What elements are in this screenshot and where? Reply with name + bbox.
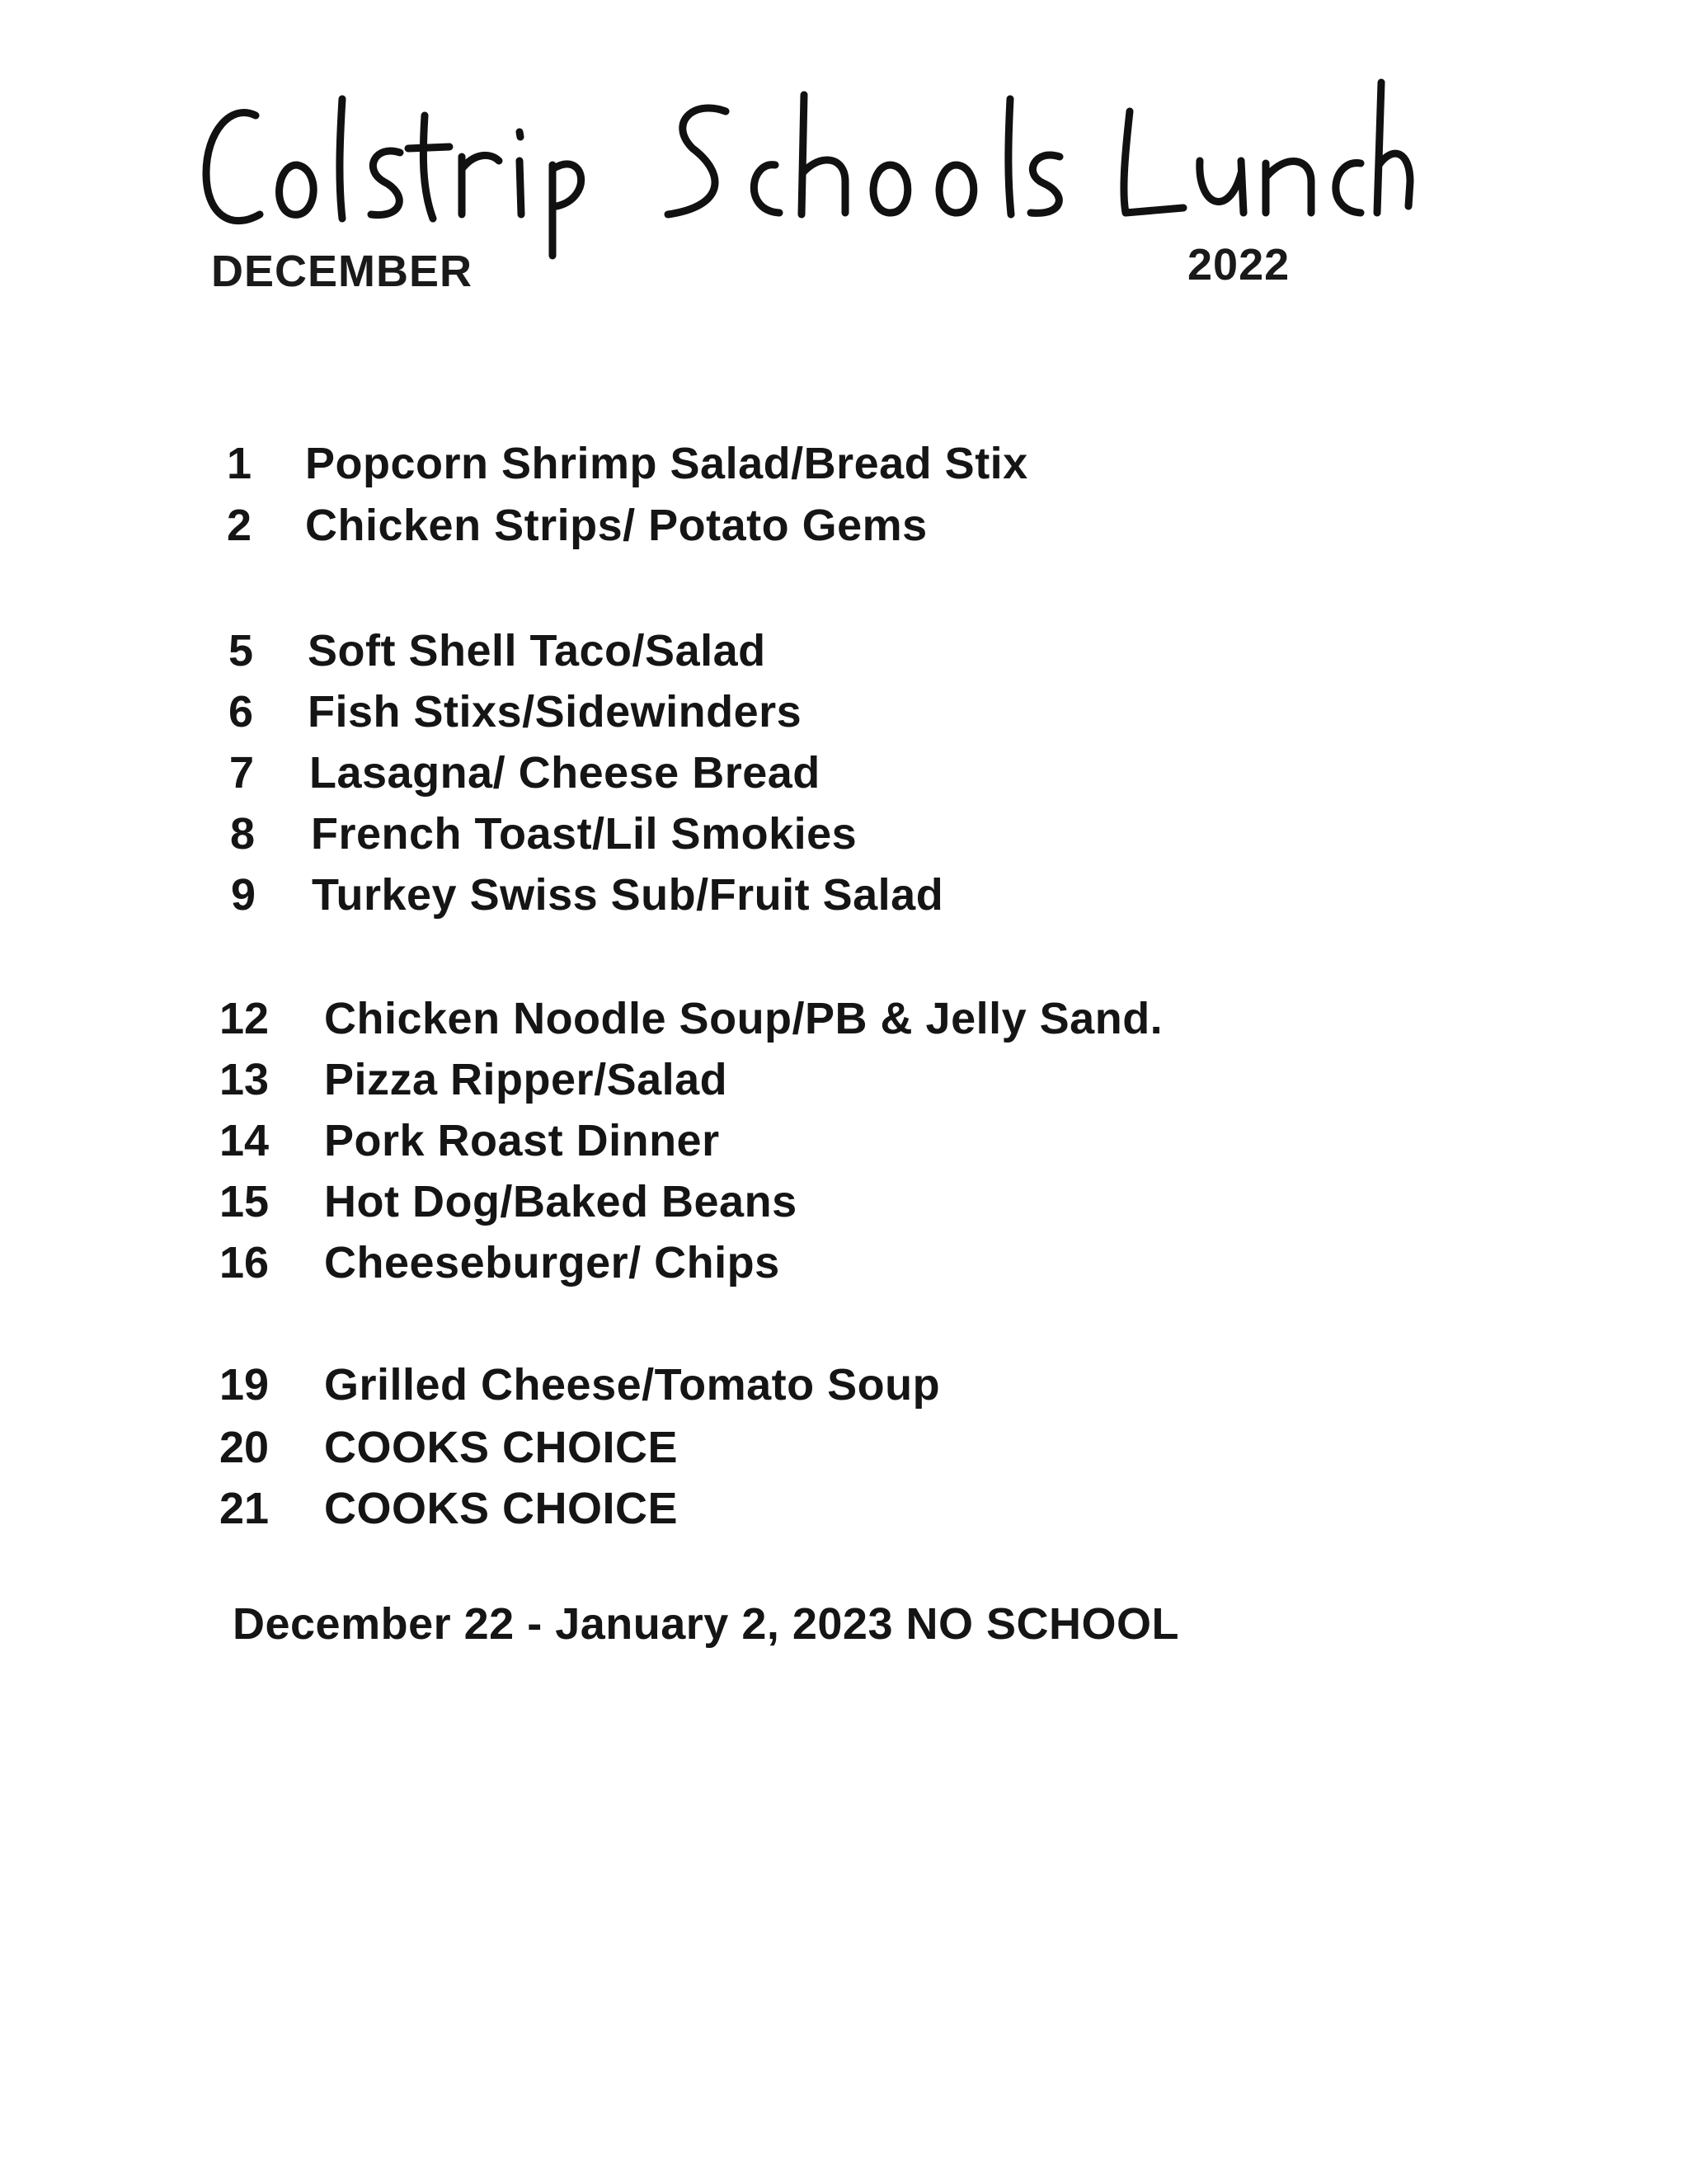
menu-day: 13 xyxy=(219,1055,270,1104)
menu-day: 20 xyxy=(219,1423,270,1472)
menu-item: COOKS CHOICE xyxy=(324,1423,679,1472)
menu-day: 1 xyxy=(227,439,252,488)
menu-day: 5 xyxy=(228,626,254,675)
menu-item: Popcorn Shrimp Salad/Bread Stix xyxy=(305,439,1028,488)
menu-day: 16 xyxy=(219,1238,270,1287)
closure-note: December 22 - January 2, 2023 NO SCHOOL xyxy=(233,1599,1179,1649)
menu-day: 8 xyxy=(230,809,256,859)
menu-item: Cheeseburger/ Chips xyxy=(324,1238,780,1287)
menu-item: Soft Shell Taco/Salad xyxy=(308,626,766,675)
menu-item: Hot Dog/Baked Beans xyxy=(324,1177,797,1226)
menu-item: Fish Stixs/Sidewinders xyxy=(308,687,802,737)
menu-day: 14 xyxy=(219,1116,270,1165)
menu-day: 15 xyxy=(219,1177,270,1226)
menu-item: Grilled Cheese/Tomato Soup xyxy=(324,1360,941,1410)
menu-item: Chicken Strips/ Potato Gems xyxy=(305,501,928,550)
menu-day: 21 xyxy=(219,1484,270,1533)
menu-day: 2 xyxy=(227,501,252,550)
menu-item: COOKS CHOICE xyxy=(324,1484,679,1533)
menu-item: Pizza Ripper/Salad xyxy=(324,1055,728,1104)
menu-day: 9 xyxy=(231,870,256,920)
menu-day: 12 xyxy=(219,994,270,1043)
menu-day: 19 xyxy=(219,1360,270,1410)
menu-day: 7 xyxy=(229,748,255,798)
menu-item: French Toast/Lil Smokies xyxy=(311,809,858,859)
menu-day: 6 xyxy=(228,687,254,737)
menu-item: Chicken Noodle Soup/PB & Jelly Sand. xyxy=(324,994,1164,1043)
menu-item: Turkey Swiss Sub/Fruit Salad xyxy=(312,870,944,920)
menu-item: Lasagna/ Cheese Bread xyxy=(309,748,820,798)
year-label: 2022 xyxy=(1187,240,1291,289)
month-label: DECEMBER xyxy=(211,247,473,296)
menu-item: Pork Roast Dinner xyxy=(324,1116,720,1165)
